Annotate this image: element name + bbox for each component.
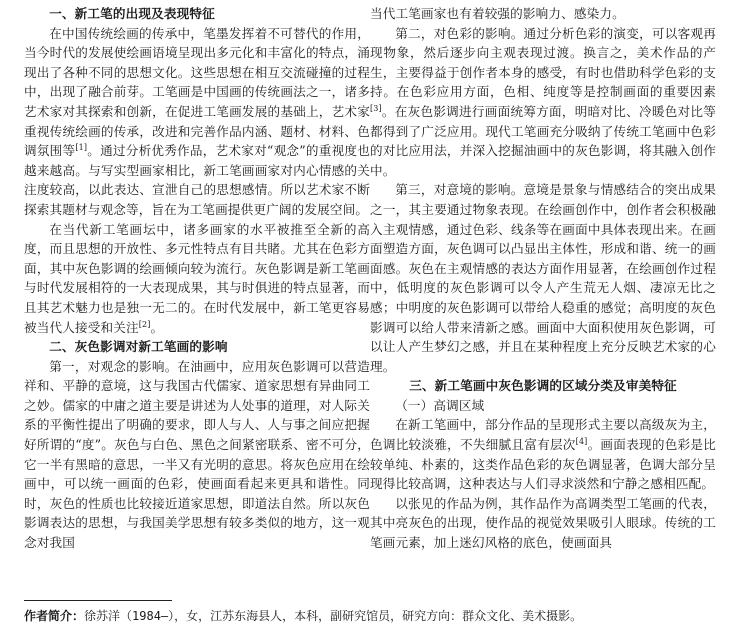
paragraph: 以张见的作品为例，其作品作为高调类型工笔画的代表，其中亮灰色的出现，使作品的视觉效果吸引人眼球。传统的工笔画元素，加上迷幻风格的底色，使画面具 bbox=[370, 495, 716, 551]
paragraph: 在新工笔画中，部分作品的呈现形式主要以高级灰为主，色调比较淡雅，不失细腻且富有层次[4]。画面表现的色彩是比较单纯、朴素的，这类作品色彩的灰色调显著，色调大部分呈现得比较高调，这种表达与人们寻求淡然和宁静之感相匹配。 bbox=[370, 417, 717, 492]
paragraph: 在中国传统绘画的传承中，笔墨发挥着不可替代的作用，当今时代的发展使绘画语境呈现出多元化和丰富化的特点，涌现出了各种不同的思想文化。这些思想在相互交流碰撞的过程中，出现了融合前芽。工笔画是中国画的传统画法之一，诸多艺术家对其探索和创新，在促进工笔画发展的基础上，艺术家重视传统绘画的传承，改进和完善作品内涵、题材、材料、色调氛围等[1]。通过分析优秀作品，艺术家对“观念”的重视度也越来越高。与写实型画家相比，新工笔画画家对内心情感的关注度较高，以此表达、宣泄自己的思想感情。所以艺术家不断探索其题材与观念等，旨在为工笔画提供更广阔的发展空间。 bbox=[24, 25, 370, 217]
footnote-rule bbox=[24, 600, 172, 601]
subsection-heading-1: （一）高调区域 bbox=[395, 397, 485, 413]
paragraph: 第三，对意境的影响。意境是景象与情感结合的突出成果之一，其主要通过物象表现。在绘画创作中，创作者会积极融入主观情感，通过色彩、线条等在画面中具体表现出来。在画面塑造方面，灰色调可以凸显出主体性，形成和谐、统一的画面感。灰色在主观情感的表达方面作用显著，在绘画创作过程中，低明度的灰色影调可以令人产生荒无人烟、凄凉无比之感；中明度的灰色影调可以带给人稳重的感觉；高明度的灰色影调可以给人带来清新之感。画面中大面积使用灰色影调，可以让人产生梦幻之感，并且在某种程度上充分反映艺术家的心理。 bbox=[370, 182, 716, 374]
citation-ref: [2] bbox=[138, 319, 151, 329]
author-label: 作者简介： bbox=[24, 609, 85, 623]
paragraph-continued: 当代工笔画家也有着较强的影响力、感染力。 bbox=[370, 6, 625, 21]
paragraph: 第一，对观念的影响。在油画中，应用灰色影调可以营造祥和、平静的意境，这与我国古代儒家、道家思想有异曲同工之妙。儒家的中庸之道主要是讲述为人处事的道理，对人际关系的平衡性提出了明确的要求，即人与人、人与事之间应把握好所谓的“度”。灰色与白色、黑色之间紧密联系、密不可分，它一半有黑暗的意思，一半又有光明的意思。将灰色应用在绘画中，可以统一画面的色彩，使画面看起来更具和谐性。同时，灰色的性质也比较接近道家思想，即道法自然。所以灰色影调表达的思想，与我国美学思想有较多类似的地方，这一观念对我国 bbox=[24, 358, 370, 551]
citation-ref: [1] bbox=[75, 143, 88, 153]
author-footnote bbox=[24, 607, 724, 625]
section-heading-1: 一、新工笔的出现及表现特征 bbox=[49, 6, 215, 21]
section-heading-2: 二、灰色影调对新工笔画的影响 bbox=[49, 339, 228, 355]
paragraph: 在当代新工笔画坛中，诸多画家的水平被推至全新的高度，而且思想的开放性、多元性特点有目共睹。尤其在色彩方面，其中灰色影调的绘画倾向较为流行。灰色影调是新工笔画与时代发展相符的一大表现成果，其与时俱进的特点显著，而且其艺术魅力也是独一无二的。在时代发展中，新工笔更容易被当代人接受和关注[2]。 bbox=[24, 221, 370, 335]
author-info: 徐苏洋（1984—），女，江苏东海县人，本科，副研究馆员，研究方向：群众文化、美术摄影。 bbox=[84, 609, 583, 623]
section-heading-3: 三、新工笔画中灰色影调的区域分类及审美特征 bbox=[409, 378, 677, 394]
citation-ref: [3] bbox=[370, 103, 382, 113]
right-column bbox=[370, 4, 716, 553]
paragraph: 第二，对色彩的影响。通过分析色彩的演变，可以客观再现物象，然后逐步向主观表现过渡。换言之，美术作品的产生，主要得益于创作者本身的感受，有时也借助科学色彩的支持。在色彩应用方面，色相、纯度等是控制画面的重要因素[3]。在灰色影调进行画面统筹方面，明暗对比、冷暖色对比等都得到了广泛应用。现代工笔画充分吸纳了传统工笔画中色彩的对比应用法，并深入挖掘油画中的灰色影调，将其融入创作中。 bbox=[370, 25, 716, 178]
left-column bbox=[24, 4, 370, 553]
citation-ref: [4] bbox=[575, 437, 588, 447]
